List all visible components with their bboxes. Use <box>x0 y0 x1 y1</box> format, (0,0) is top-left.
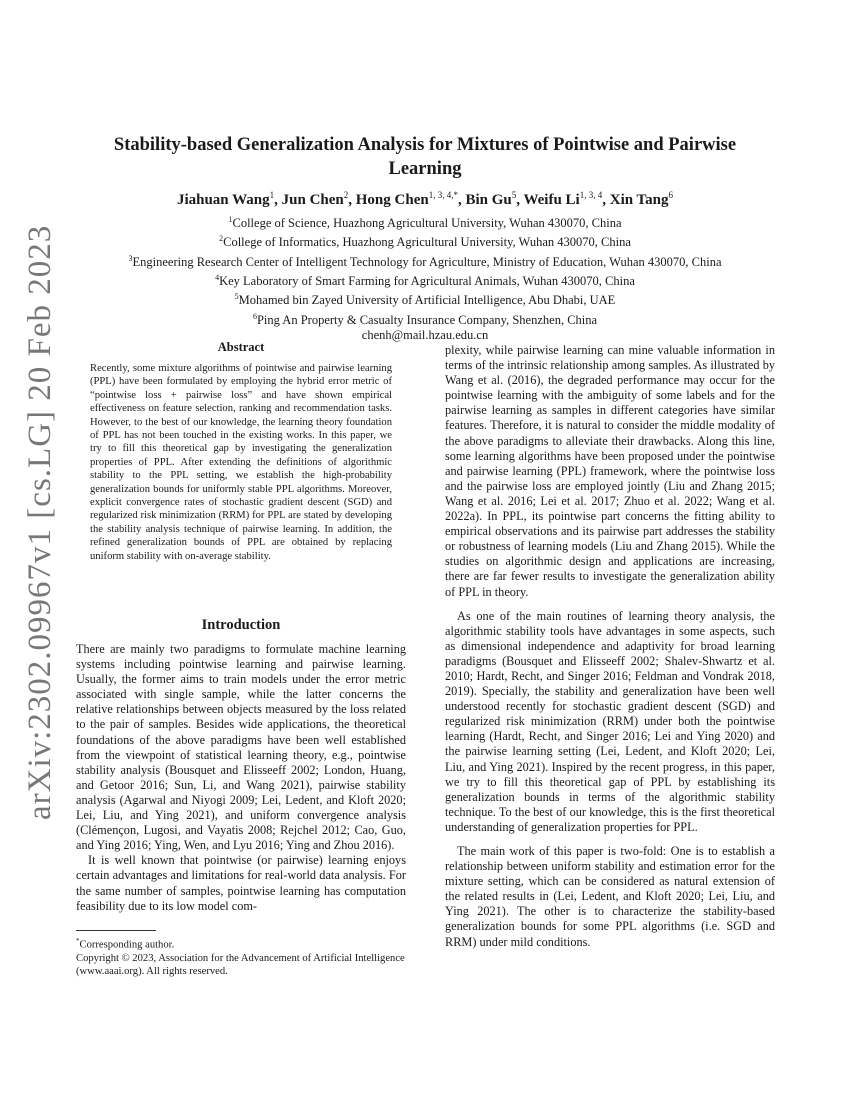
author-affil-marker: 1 <box>269 190 275 200</box>
author-affil-marker: 1, 3, 4 <box>579 190 603 200</box>
arxiv-identifier: arXiv:2302.09967v1 [cs.LG] 20 Feb 2023 <box>22 224 58 820</box>
author-name: Jun Chen <box>281 192 344 208</box>
paragraph: As one of the main routines of learning theory analysis, the algorithmic stability tools have advantages in some aspects, such as dimensional independence and adaptivity for broad learning paradigms (Bousquet and Elisseeff 2002; Shalev-Shwartz et al. 2010; Hardt, Recht, and Singer 2016; Feldman and Vondrak 2018, 2019). Specially, the stability and generalization have been well understood recently for stochastic gradient descent (SGD) and regularized risk minimization (RRM) under both the pointwise learning (Hardt, Recht, and Singer 2016; Lei and Ying 2020) and the pairwise learning setting (Lei, Ledent, and Kloft 2020; Lei, Liu, and Ying 2021). Inspired by the recent progress, in this paper, we try to fill this theoretical gap of PPL by establishing its generalization bounds in terms of the algorithmic stability technique. To the best of our knowledge, this is the first theoretical understanding of generalization properties for PPL. <box>445 608 775 834</box>
author-affil-marker: 2 <box>343 190 349 200</box>
copyright-notice: Copyright © 2023, Association for the Advancement of Artificial Intelligence (www.aaai.org). All rights reserved. <box>76 952 405 977</box>
paragraph: It is well known that pointwise (or pairwise) learning enjoys certain advantages and limitations for real-world data analysis. For the same number of samples, pointwise learning has computation feasibility due to its low model com- <box>76 853 406 913</box>
paragraph: plexity, while pairwise learning can mine valuable information in terms of the intrinsic relationship among samples. As illustrated by Wang et al. (2016), the degraded performance may occur for the pointwise learning with the ambiguity of some labels and for the pairwise learning as samples in different categories have similar features. Therefore, it is natural to consider the middle modality of the above paradigms to alleviate their drawbacks. Along this line, some learning algorithms have been proposed under the pointwise and pairwise learning (PPL) framework, where the pointwise loss and the pairwise loss are employed jointly (Liu and Zhang 2015; Wang et al. 2016; Lei et al. 2017; Zhuo et al. 2022; Wang et al. 2022a). In PPL, its pointwise part concerns the fitting ability to empirical observations and its pairwise part addresses the stability or robustness of learning models (Liu and Zhang 2015). While the studies on algorithmic design and applications are increasing, there are far fewer results to investigate the generalization ability of PPL in theory. <box>445 343 775 599</box>
left-column-body <box>76 642 406 914</box>
author-name: Jiahuan Wang <box>176 192 270 208</box>
author-affil-marker: 5 <box>511 190 517 200</box>
affiliation-list <box>60 212 790 343</box>
affiliation: $^5$Mohamed bin Zayed University of Artificial Intelligence, Abu Dhabi, UAE <box>234 292 616 308</box>
author-name: Bin Gu <box>465 192 512 208</box>
paper-title: Stability-based Generalization Analysis for Mixtures of Pointwise and Pairwise Learning <box>113 135 737 179</box>
abstract-heading: Abstract <box>217 340 265 354</box>
author-name: Weifu Li <box>523 192 580 208</box>
author-name: Hong Chen <box>355 192 429 208</box>
abstract-text: Recently, some mixture algorithms of pointwise and pairwise learning (PPL) have been formulated by employing the hybrid error metric of “pointwise loss + pairwise loss” and have shown empirical effectiveness on feature selection, ranking and recommendation tasks. However, to the best of our knowledge, the learning theory foundation of PPL has not been touched in the existing works. In this paper, we try to fill this theoretical gap by investigating the generalization properties of PPL. After extending the definitions of algorithmic stability to the PPL setting, we establish the high-probability generalization bounds for uniformly stable PPL algorithms. Moreover, explicit convergence rates of stochastic gradient descent (SGD) and regularized risk minimization (RRM) for PPL are stated by developing the stability analysis technique of pairwise learning. In addition, the refined generalization bounds of PPL are obtained by replacing uniform stability with on-average stability. <box>90 363 392 562</box>
author-affil-marker: 6 <box>668 190 674 200</box>
paragraph: There are mainly two paradigms to formulate machine learning systems including pointwise learning and pairwise learning. Usually, the former aims to train models under the error metric associated with single sample, while the latter concerns the relative relationships between objects measured by the loss related to the pair of samples. Besides wide applications, the theoretical foundations of the above paradigms have been well established from the viewpoint of statistical learning theory, e.g., pointwise stability analysis (Bousquet and Elisseeff 2002; London, Huang, and Getoor 2016; Sun, Li, and Wang 2021), pairwise stability analysis (Agarwal and Niyogi 2009; Lei, Ledent, and Kloft 2020; Lei, Liu, and Ying 2021), and uniform convergence analysis (Clémençon, Lugosi, and Vayatis 2008; Rejchel 2012; Cao, Guo, and Ying 2016; Ying, Wen, and Lyu 2016; Ying and Zhou 2016). <box>76 642 406 853</box>
author-name: Xin Tang <box>609 192 669 208</box>
footnote <box>76 930 406 978</box>
affiliation: $^2$College of Informatics, Huazhong Agricultural University, Wuhan 430070, China <box>219 234 631 250</box>
author-list: Jiahuan Wang$^1$, Jun Chen$^2$, Hong Chen$^{1, 3, 4,*}$, Bin Gu$^5$, Weifu Li$^{1, 3, 4}$, Xin Tang$^6$ <box>176 190 674 208</box>
affiliation: $^1$College of Science, Huazhong Agricultural University, Wuhan 430070, China <box>228 215 622 231</box>
right-column-body <box>445 343 775 950</box>
affiliation: $^3$Engineering Research Center of Intelligent Technology for Agriculture, Ministry of Education, Wuhan 430070, China <box>128 253 722 269</box>
affiliation: $^4$Key Laboratory of Smart Farming for Agricultural Animals, Wuhan 430070, China <box>215 273 635 289</box>
introduction-heading: Introduction <box>201 617 281 633</box>
footnote-rule <box>76 930 156 931</box>
affiliation: $^6$Ping An Property & Casualty Insurance Company, Shenzhen, China <box>252 311 598 327</box>
author-affil-marker: 1, 3, 4,* <box>428 190 458 200</box>
corresponding-author-note: *Corresponding author. <box>76 937 175 951</box>
contact-email[interactable]: chenh@mail.hzau.edu.cn <box>361 328 489 343</box>
paragraph: The main work of this paper is two-fold: One is to establish a relationship between uniform stability and estimation error for the mixture setting, which can be considered as natural extension of the related results in (Lei, Ledent, and Kloft 2020; Lei, Liu, and Ying 2021). The other is to characterize the stability-based generalization bounds for some PPL algorithms (i.e. SGD and RRM) under mild conditions. <box>445 844 775 949</box>
